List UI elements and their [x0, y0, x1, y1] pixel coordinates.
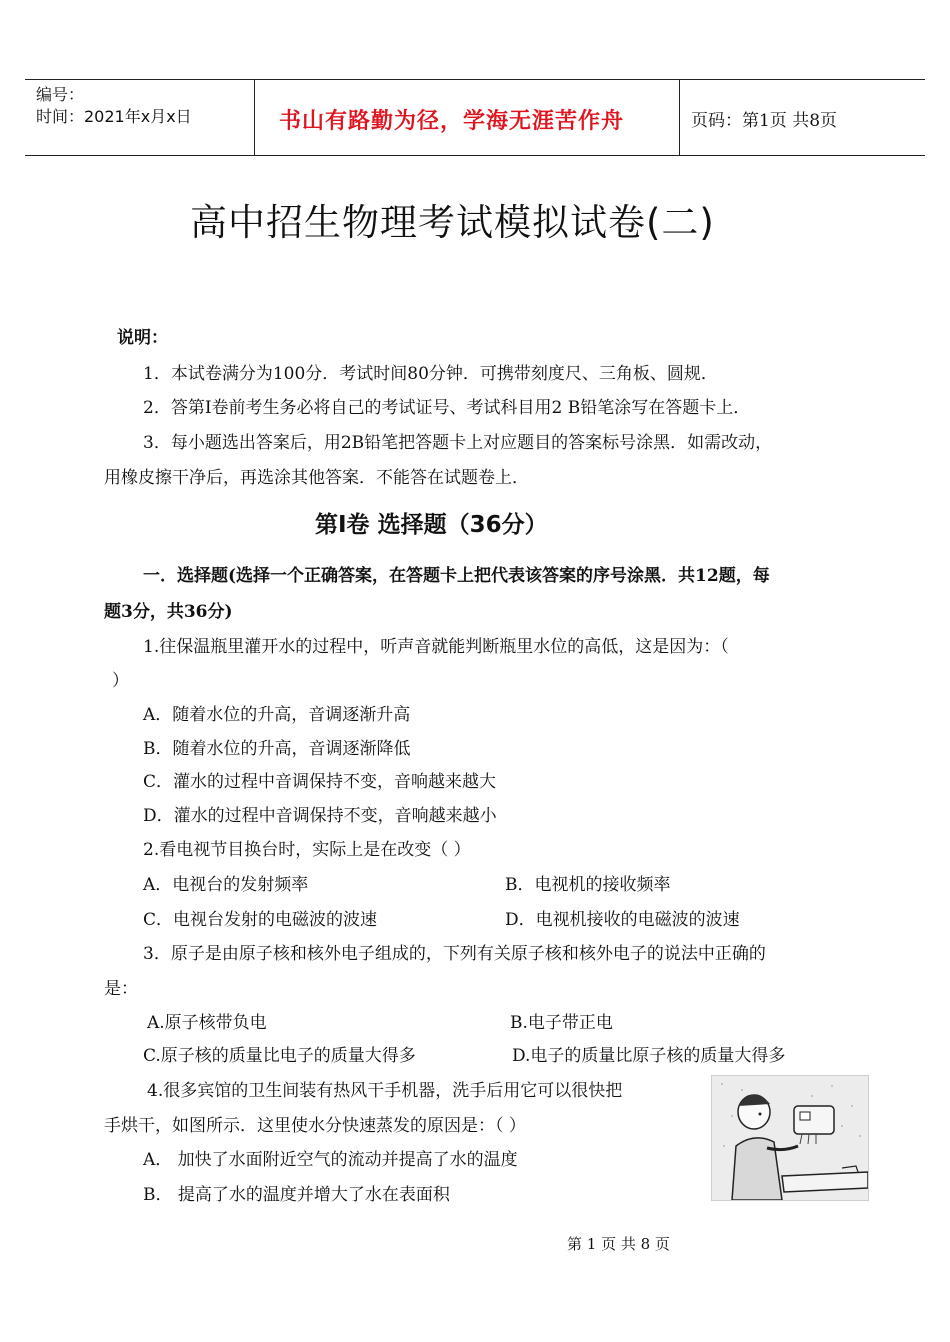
header-page-code: 页码：第1页 共8页: [691, 111, 838, 131]
q1-option-c: C．灌水的过程中音调保持不变，音响越来越大: [143, 772, 497, 792]
q2-option-a: A．电视台的发射频率: [143, 875, 309, 895]
q4-stem-line2: 手烘干，如图所示．这里使水分快速蒸发的原因是：（ ）: [104, 1116, 526, 1136]
hand-dryer-illustration: [712, 1076, 868, 1200]
section-instructions-line1: 一．选择题(选择一个正确答案，在答题卡上把代表该答案的序号涂黑．共12题，每: [143, 566, 770, 586]
notes-item-2: 2．答第Ⅰ卷前考生务必将自己的考试证号、考试科目用2 B铅笔涂写在答题卡上．: [143, 398, 751, 418]
q3-option-c: C.原子核的质量比电子的质量大得多: [143, 1046, 416, 1066]
section-title: 第Ⅰ卷 选择题（36分）: [315, 512, 548, 538]
q3-stem-line2: 是：: [104, 979, 138, 999]
q1-option-a: A．随着水位的升高，音调逐渐升高: [143, 705, 411, 725]
q1-option-b: B．随着水位的升高，音调逐渐降低: [143, 739, 411, 759]
notes-item-3: 3．每小题选出答案后，用2B铅笔把答题卡上对应题目的答案标号涂黑．如需改动，: [143, 433, 773, 453]
q2-option-d: D．电视机接收的电磁波的波速: [505, 910, 740, 930]
notes-item-1: 1．本试卷满分为100分．考试时间80分钟．可携带刻度尺、三角板、圆规．: [143, 364, 718, 384]
q2-option-c: C．电视台发射的电磁波的波速: [143, 910, 378, 930]
q2-stem: 2.看电视节目换台时，实际上是在改变（ ）: [143, 840, 471, 860]
notes-heading: 说明：: [117, 328, 168, 348]
hand-dryer-figure: [711, 1075, 869, 1201]
q4-option-b: B． 提高了水的温度并增大了水在表面积: [143, 1185, 450, 1205]
notes-item-3-cont: 用橡皮擦干净后，再选涂其他答案．不能答在试题卷上．: [104, 468, 529, 488]
header-motto: 书山有路勤为径，学海无涯苦作舟: [279, 108, 625, 134]
header-time-label: 时间：2021年x月x日: [36, 107, 192, 126]
header-number-label: 编号：: [36, 85, 85, 104]
q3-stem-line1: 3．原子是由原子核和核外电子组成的，下列有关原子核和核外电子的说法中正确的: [143, 944, 766, 964]
header-bottom-rule: [25, 155, 925, 156]
q3-option-a: A.原子核带负电: [147, 1013, 267, 1033]
q1-option-d: D．灌水的过程中音调保持不变，音响越来越小: [143, 806, 497, 826]
q3-option-d: D.电子的质量比原子核的质量大得多: [512, 1046, 786, 1066]
page-title: 高中招生物理考试模拟试卷(二): [190, 201, 715, 244]
q4-option-a: A． 加快了水面附近空气的流动并提高了水的温度: [143, 1150, 518, 1170]
section-instructions-line2: 题3分，共36分): [104, 602, 233, 622]
q2-option-b: B．电视机的接收频率: [505, 875, 671, 895]
q1-stem-line1: 1.往保温瓶里灌开水的过程中，听声音就能判断瓶里水位的高低，这是因为：（: [143, 637, 729, 657]
header-top-rule: [25, 79, 925, 80]
header-divider-right: [679, 79, 680, 156]
header-divider-left: [254, 79, 255, 156]
q4-stem-line1: 4.很多宾馆的卫生间装有热风干手机器，洗手后用它可以很快把: [147, 1081, 623, 1101]
page-footer: 第 1 页 共 8 页: [567, 1235, 670, 1253]
q3-option-b: B.电子带正电: [510, 1013, 613, 1033]
q1-stem-line2: ）: [112, 671, 129, 691]
